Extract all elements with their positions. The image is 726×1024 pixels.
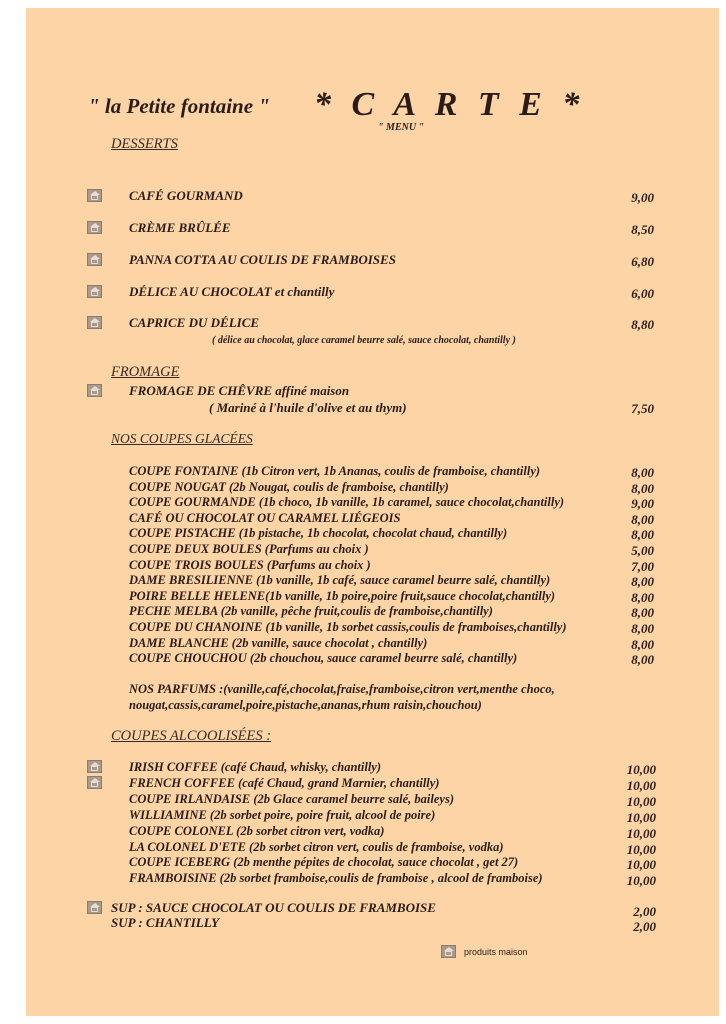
menu-item-price: 9,00 [631, 496, 654, 512]
menu-item-price: 8,00 [631, 574, 654, 590]
house-icon [87, 901, 102, 914]
menu-item-name: CAFÉ GOURMAND [129, 188, 243, 203]
menu-item-name: COUPE COLONEL (2b sorbet citron vert, vodka) [129, 823, 385, 838]
menu-item-name: COUPE DU CHANOINE (1b vanille, 1b sorbet cassis,coulis de framboises,chantilly) [129, 620, 567, 634]
menu-item-price: 10,00 [626, 841, 656, 857]
menu-item-price: 10,00 [626, 873, 656, 889]
section-heading-coupes: NOS COUPES GLACÉES [111, 431, 253, 446]
menu-item-price: 8,50 [631, 222, 654, 237]
menu-item-price: 8,00 [631, 465, 654, 480]
house-icon [87, 221, 102, 234]
menu-item-price: 10,00 [626, 809, 656, 825]
menu-item-price: 7,50 [631, 401, 654, 416]
menu-item-name: COUPE FONTAINE (1b Citron vert, 1b Ananas, coulis de framboise, chantilly) [129, 464, 541, 478]
menu-item-name: POIRE BELLE HELENE(1b vanille, 1b poire,poire fruit,sauce chocolat,chantilly) [129, 588, 556, 603]
supplement-name: SUP : CHANTILLY [111, 914, 220, 930]
menu-item-name: COUPE NOUGAT (2b Nougat, coulis de framboise, chantilly) [129, 479, 449, 494]
menu-item-price: 10,00 [626, 793, 656, 809]
house-icon [87, 384, 102, 397]
house-icon [87, 760, 102, 773]
menu-item-name: LA COLONEL D'ETE (2b sorbet citron vert, coulis de framboise, vodka) [129, 839, 504, 854]
menu-item-name: COUPE TROIS BOULES (Parfums au choix ) [129, 557, 371, 572]
menu-item-name: CAFÉ OU CHOCOLAT OU CARAMEL LIÉGEOIS [129, 510, 401, 525]
menu-item-price: 8,00 [631, 589, 654, 605]
menu-item-price: 8,80 [631, 317, 654, 332]
restaurant-name: " la Petite fontaine " [88, 94, 270, 118]
house-icon [441, 945, 456, 958]
menu-item-name: PANNA COTTA AU COULIS DE FRAMBOISES [129, 252, 396, 267]
section-heading-fromage: FROMAGE [111, 364, 180, 380]
page-subtitle: " MENU " [378, 122, 425, 133]
menu-item-price: 8,00 [631, 605, 654, 621]
page-title: * C A R T E * [314, 86, 586, 123]
section-heading-desserts: DESSERTS [111, 136, 178, 152]
menu-item-name: COUPE CHOUCHOU (2b chouchou, sauce caramel beurre salé, chantilly) [129, 651, 518, 666]
house-icon [87, 253, 102, 266]
menu-item-name: CRÈME BRÛLÉE [129, 220, 231, 235]
supplement-name: SUP : SAUCE CHOCOLAT OU COULIS DE FRAMBOISE [111, 900, 436, 915]
house-icon [87, 316, 102, 329]
menu-item-description: ( délice au chocolat, glace caramel beurre salé, sauce chocolat, chantilly ) [212, 335, 516, 346]
house-icon [87, 189, 102, 202]
menu-item-price: 6,00 [631, 286, 654, 301]
supplement-price: 2,00 [633, 918, 656, 934]
menu-item-price: 10,00 [626, 777, 656, 793]
supplement-price: 2,00 [633, 904, 656, 919]
menu-item-price: 10,00 [626, 762, 656, 777]
flavours-list: NOS PARFUMS :(vanille,café,chocolat,fraise,framboise,citron vert,menthe choco, [129, 682, 555, 696]
menu-item-price: 8,00 [631, 652, 654, 668]
legend-label: produits maison [464, 947, 528, 957]
menu-item-name: COUPE DEUX BOULES (Parfums au choix ) [129, 542, 369, 556]
menu-item-price: 6,80 [631, 254, 654, 269]
menu-item-price: 8,00 [631, 480, 654, 496]
menu-item-price: 5,00 [631, 543, 654, 558]
menu-item-price: 10,00 [626, 857, 656, 873]
menu-item-name: IRISH COFFEE (café Chaud, whisky, chantilly) [129, 760, 382, 774]
menu-item-price: 8,00 [631, 527, 654, 543]
menu-item-price: 10,00 [626, 825, 656, 841]
section-heading-alcool: COUPES ALCOOLISÉES : [111, 728, 272, 744]
house-icon [87, 776, 102, 789]
menu-item-name: FROMAGE DE CHÊVRE affiné maison [129, 383, 350, 398]
menu-item-name: CAPRICE DU DÉLICE [129, 315, 260, 330]
menu-item-price: 8,00 [631, 636, 654, 652]
flavours-list: nougat,cassis,caramel,poire,pistache,ananas,rhum raisin,chouchou) [129, 698, 482, 712]
menu-item-name: COUPE PISTACHE (1b pistache, 1b chocolat, chocolat chaud, chantilly) [129, 526, 508, 541]
menu-item-price: 9,00 [631, 190, 654, 205]
menu-item-name: COUPE ICEBERG (2b menthe pépites de chocolat, sauce chocolat , get 27) [129, 855, 519, 870]
menu-item-name: DAME BRESILIENNE (1b vanille, 1b café, sauce caramel beurre salé, chantilly) [129, 573, 551, 588]
menu-item-name: FRENCH COFFEE (café Chaud, grand Marnier, chantilly) [129, 775, 440, 790]
menu-item-name: FRAMBOISINE (2b sorbet framboise,coulis de framboise , alcool de framboise) [129, 871, 543, 886]
menu-item-name: DÉLICE AU CHOCOLAT et chantilly [129, 284, 335, 299]
menu-item-name: COUPE IRLANDAISE (2b Glace caramel beurre salé, baileys) [129, 791, 454, 806]
menu-item-name: WILLIAMINE (2b sorbet poire, poire fruit, alcool de poire) [129, 807, 436, 822]
house-icon [87, 285, 102, 298]
menu-item-name: COUPE GOURMANDE (1b choco, 1b vanille, 1b caramel, sauce chocolat,chantilly) [129, 495, 565, 510]
menu-item-price: 7,00 [631, 558, 654, 574]
menu-item-name: DAME BLANCHE (2b vanille, sauce chocolat , chantilly) [129, 635, 428, 650]
menu-item-price: 8,00 [631, 511, 654, 527]
menu-item-name: PECHE MELBA (2b vanille, pêche fruit,coulis de framboise,chantilly) [129, 604, 493, 619]
menu-item-price: 8,00 [631, 621, 654, 636]
menu-item-description: ( Mariné à l'huile d'olive et au thym) [209, 400, 407, 415]
